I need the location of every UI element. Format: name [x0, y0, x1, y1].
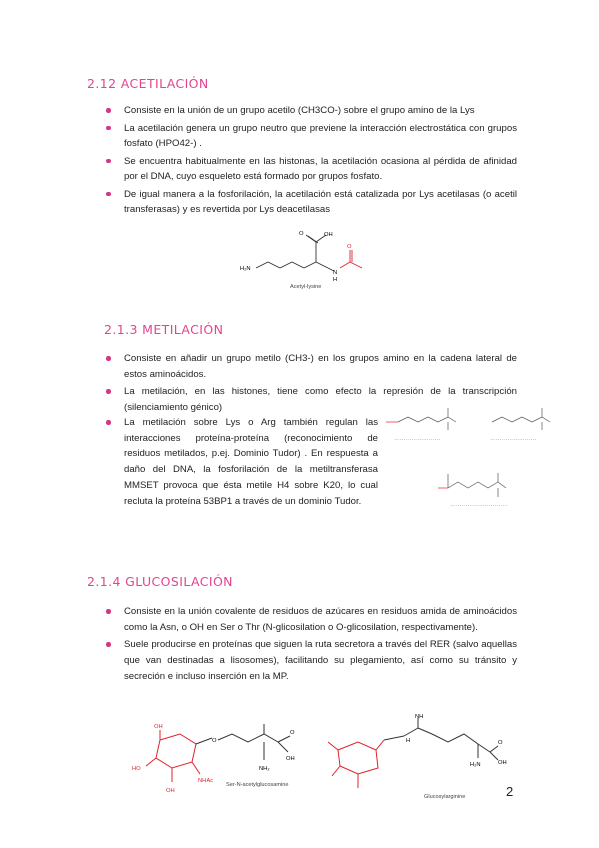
figure-caption: Glucosylarginine [424, 794, 466, 800]
atom-label: H [333, 277, 338, 283]
methylation-structures [384, 400, 574, 515]
atom-label: O [347, 244, 352, 250]
atom-label: OH [324, 232, 333, 238]
list-item: Se encuentra habitualmente en las histonas, la acetilación ocasiona al pérdida de afinidad por el DNA, cuyo esqueleto está formado por grupos fosfato. [106, 154, 517, 185]
atom-label: O [212, 738, 217, 744]
list-item: Consiste en la unión de un grupo acetilo (CH3CO-) sobre el grupo amino de la Lys [106, 103, 517, 119]
atom-label: HO [132, 766, 141, 772]
list-item: La metilación sobre Lys o Arg también regulan las interacciones proteína-proteína (reconocimiento de residuos metilados, p.ej. Dominio Tudor) . En respuesta a daño del DNA, la fosforilación de la metiltransferasa MMSET provoca que ésta metile H4 sobre K20, lo cual recluta la proteína 53BP1 a través de un dominio Tudor. [106, 415, 378, 509]
list-item: De igual manera a la fosforilación, la acetilación está catalizada por Lys acetilasas (o acetil transferasas) y es revertida por Lys deacetilasas [106, 187, 517, 218]
atom-label: …………………… [490, 436, 537, 442]
list-item: Consiste en la unión covalente de residuos de azúcares en residuos amida de aminoácidos como la Asn, o OH en Ser o Thr (N-glicosilation o O-glicosilation, respectivamente). [106, 604, 517, 635]
atom-label: H [406, 738, 411, 744]
list-item: La metilación, en las histones, tiene como efecto la represión de la transcripción (silenciamiento génico) [106, 384, 517, 415]
atom-label: NH₂ [259, 766, 270, 772]
atom-label: O [290, 730, 295, 736]
atom-label: O [299, 231, 304, 237]
list-item: La acetilación genera un grupo neutro que previene la interacción electrostática con grupos fosfato (HPO42-) . [106, 121, 517, 152]
atom-label: OH [154, 724, 163, 730]
atom-label: OH [166, 788, 175, 794]
atom-label: H₂N [240, 266, 251, 272]
glucosilacion-list [106, 604, 517, 687]
section-title-metilacion: 2.1.3 METILACIÓN [104, 322, 224, 337]
acetilacion-list [106, 103, 517, 220]
glycosylation-structures [128, 712, 518, 807]
atom-label: NHAc [198, 778, 214, 784]
acetyl-lysine-structure [236, 222, 386, 298]
atom-label: O [498, 740, 503, 746]
metilacion-list-bottom [106, 415, 378, 511]
atom-label: OH [498, 760, 507, 766]
atom-label: OH [286, 756, 295, 762]
list-item: Suele producirse en proteínas que siguen la ruta secretora a través del RER (salvo aquellas que van destinadas a lisosomes), facilitando su plegamiento, así como su tránsito y secreción e incluso inserción en la MP. [106, 637, 517, 684]
page-number: 2 [506, 784, 514, 799]
atom-label: …………………… [394, 436, 441, 442]
list-item: Consiste en añadir un grupo metilo (CH3-) en los grupos amino en la cadena lateral de estos aminoácidos. [106, 351, 517, 382]
figure-caption: Ser-N-acetylglucosamine [226, 782, 289, 788]
figure-caption: Acetyl-lysine [290, 284, 322, 290]
atom-label: H₂N [470, 762, 481, 768]
section-title-glucosilacion: 2.1.4 GLUCOSILACIÓN [87, 574, 233, 589]
atom-label: ………………………… [450, 502, 508, 508]
section-title-acetilacion: 2.12 ACETILACIÓN [87, 76, 209, 91]
atom-label: NH [415, 714, 424, 720]
atom-label: N [333, 270, 338, 276]
